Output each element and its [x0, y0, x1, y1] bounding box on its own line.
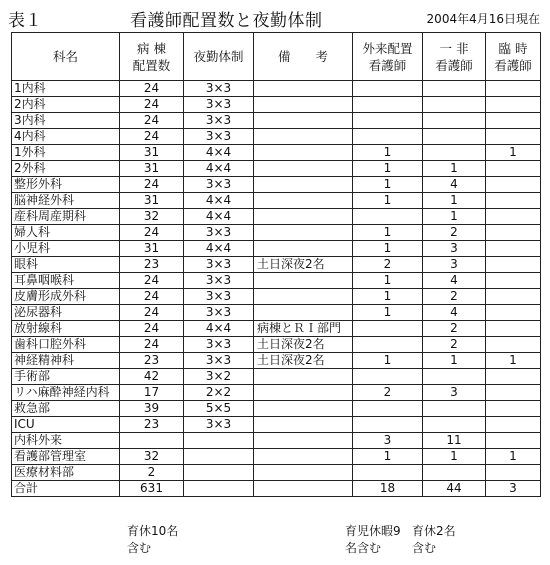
- col-outpatient-cell: 1: [353, 145, 423, 161]
- col-outpatient-cell: [353, 369, 423, 385]
- col-remarks-cell: [254, 241, 353, 257]
- outpatient-note: 育児休暇9 名含む: [345, 524, 401, 555]
- col-outpatient-cell: 1: [353, 225, 423, 241]
- col-outpatient-cell: 2: [353, 257, 423, 273]
- col-ward-staff-cell: 2: [120, 465, 184, 481]
- table-row: [12, 401, 541, 417]
- table-row: [12, 209, 541, 225]
- col-nonregular-cell: 3: [423, 241, 486, 257]
- staffing-table: [11, 32, 541, 497]
- col-nonregular-cell: [423, 97, 486, 113]
- col-remarks-cell: [254, 177, 353, 193]
- col-ward-staff-cell: 31: [120, 145, 184, 161]
- col-temporary-cell: [486, 337, 541, 353]
- col-nonregular-cell: 2: [423, 289, 486, 305]
- col-temporary-cell: 3: [486, 481, 541, 497]
- col-remarks-cell: [254, 161, 353, 177]
- col-night-shift-cell: 4×4: [184, 145, 254, 161]
- col-dept-cell: 歯科口腔外科: [12, 337, 120, 353]
- col-night-shift-cell: 3×2: [184, 369, 254, 385]
- col-ward-staff-cell: 32: [120, 209, 184, 225]
- col-outpatient-cell: 1: [353, 161, 423, 177]
- col-night-shift-cell: 3×3: [184, 417, 254, 433]
- table-body: [12, 81, 541, 497]
- col-nonregular-cell: 4: [423, 177, 486, 193]
- table-row: [12, 433, 541, 449]
- col-remarks-cell: [254, 97, 353, 113]
- col-nonregular-cell: [423, 145, 486, 161]
- col-remarks-cell: 土日深夜2名: [254, 353, 353, 369]
- col-night-shift-cell: 3×3: [184, 177, 254, 193]
- col-temporary-cell: [486, 241, 541, 257]
- col-nonregular-cell: 3: [423, 257, 486, 273]
- table-row: [12, 273, 541, 289]
- col-dept-cell: 内科外来: [12, 433, 120, 449]
- col-night-shift-cell: 3×3: [184, 81, 254, 97]
- col-nonregular-cell: 44: [423, 481, 486, 497]
- col-ward-staff-header: 病 棟 配置数: [120, 33, 184, 81]
- col-temporary-cell: 1: [486, 449, 541, 465]
- col-night-shift-cell: 3×3: [184, 97, 254, 113]
- col-outpatient-cell: 1: [353, 241, 423, 257]
- col-dept-cell: ICU: [12, 417, 120, 433]
- col-temporary-cell: [486, 81, 541, 97]
- col-night-shift-cell: 3×3: [184, 257, 254, 273]
- col-outpatient-cell: [353, 401, 423, 417]
- table-row: [12, 369, 541, 385]
- col-temporary-cell: [486, 209, 541, 225]
- col-outpatient-cell: 2: [353, 385, 423, 401]
- table-row: [12, 449, 541, 465]
- col-remarks-cell: [254, 225, 353, 241]
- col-dept-cell: 2外科: [12, 161, 120, 177]
- staff-note: 育休10名 含む: [127, 524, 179, 555]
- col-remarks-cell: [254, 145, 353, 161]
- col-night-shift-cell: 3×3: [184, 337, 254, 353]
- col-night-shift-cell: 4×4: [184, 193, 254, 209]
- col-dept-cell: 放射線科: [12, 321, 120, 337]
- col-outpatient-cell: [353, 129, 423, 145]
- col-night-shift-cell: [184, 465, 254, 481]
- col-temporary-cell: [486, 289, 541, 305]
- col-temporary-cell: [486, 273, 541, 289]
- col-remarks-cell: [254, 113, 353, 129]
- col-nonregular-cell: 3: [423, 385, 486, 401]
- col-ward-staff-cell: 24: [120, 289, 184, 305]
- table-row: [12, 337, 541, 353]
- col-night-shift-cell: 2×2: [184, 385, 254, 401]
- table-row: [12, 81, 541, 97]
- col-outpatient-cell: 1: [353, 289, 423, 305]
- col-remarks-cell: 病棟とＲＩ部門: [254, 321, 353, 337]
- table-row: [12, 385, 541, 401]
- col-remarks-cell: [254, 193, 353, 209]
- col-ward-staff-cell: 24: [120, 273, 184, 289]
- col-night-shift-cell: 3×3: [184, 305, 254, 321]
- col-outpatient-cell: [353, 321, 423, 337]
- col-dept-cell: 看護部管理室: [12, 449, 120, 465]
- col-temporary-cell: [486, 97, 541, 113]
- col-ward-staff-cell: 24: [120, 129, 184, 145]
- col-outpatient-cell: 1: [353, 353, 423, 369]
- col-remarks-cell: [254, 273, 353, 289]
- table-header-row: [12, 33, 541, 81]
- col-remarks-cell: [254, 481, 353, 497]
- col-ward-staff-cell: 24: [120, 113, 184, 129]
- col-nonregular-cell: [423, 81, 486, 97]
- table-row: [12, 97, 541, 113]
- col-dept-cell: 泌尿器科: [12, 305, 120, 321]
- col-outpatient-cell: 1: [353, 177, 423, 193]
- col-temporary-cell: [486, 385, 541, 401]
- col-night-shift-header: 夜勤体制: [184, 33, 254, 81]
- table-row: [12, 225, 541, 241]
- col-temporary-cell: [486, 321, 541, 337]
- table-row: [12, 289, 541, 305]
- col-nonregular-header: 一 非 看護師: [423, 33, 486, 81]
- table-row: [12, 113, 541, 129]
- col-temporary-cell: [486, 305, 541, 321]
- col-outpatient-cell: [353, 417, 423, 433]
- table-row: [12, 129, 541, 145]
- col-nonregular-cell: 4: [423, 305, 486, 321]
- col-dept-cell: 手術部: [12, 369, 120, 385]
- col-dept-cell: 皮膚形成外科: [12, 289, 120, 305]
- col-night-shift-cell: 3×3: [184, 225, 254, 241]
- col-outpatient-cell: 1: [353, 273, 423, 289]
- col-outpatient-cell: [353, 97, 423, 113]
- col-temporary-cell: 1: [486, 145, 541, 161]
- col-ward-staff-cell: [120, 433, 184, 449]
- col-dept-cell: 神経精神科: [12, 353, 120, 369]
- col-dept-header: 科名: [12, 33, 120, 81]
- col-nonregular-cell: 2: [423, 337, 486, 353]
- col-temporary-cell: [486, 225, 541, 241]
- col-remarks-cell: [254, 289, 353, 305]
- col-night-shift-cell: 4×4: [184, 161, 254, 177]
- col-remarks-cell: [254, 417, 353, 433]
- nonregular-note: 育休2名 含む: [412, 524, 456, 555]
- table-row: [12, 161, 541, 177]
- col-ward-staff-cell: 31: [120, 193, 184, 209]
- col-remarks-cell: [254, 81, 353, 97]
- col-night-shift-cell: 4×4: [184, 321, 254, 337]
- col-night-shift-cell: 3×3: [184, 289, 254, 305]
- col-nonregular-cell: 11: [423, 433, 486, 449]
- col-night-shift-cell: 5×5: [184, 401, 254, 417]
- col-outpatient-header: 外来配置 看護師: [353, 33, 423, 81]
- col-ward-staff-cell: 39: [120, 401, 184, 417]
- table-row: [12, 353, 541, 369]
- col-temporary-cell: [486, 417, 541, 433]
- table-row: [12, 241, 541, 257]
- col-ward-staff-cell: 24: [120, 225, 184, 241]
- col-temporary-cell: [486, 177, 541, 193]
- col-night-shift-cell: [184, 433, 254, 449]
- col-dept-cell: 産科周産期科: [12, 209, 120, 225]
- col-night-shift-cell: 4×4: [184, 209, 254, 225]
- col-outpatient-cell: 1: [353, 305, 423, 321]
- col-outpatient-cell: [353, 113, 423, 129]
- col-dept-cell: 整形外科: [12, 177, 120, 193]
- col-night-shift-cell: 4×4: [184, 241, 254, 257]
- col-dept-cell: リハ麻酔神経内科: [12, 385, 120, 401]
- col-outpatient-cell: 1: [353, 193, 423, 209]
- col-remarks-cell: [254, 209, 353, 225]
- col-temporary-cell: [486, 193, 541, 209]
- col-remarks-cell: [254, 449, 353, 465]
- col-nonregular-cell: 1: [423, 161, 486, 177]
- col-ward-staff-cell: 17: [120, 385, 184, 401]
- col-temporary-cell: [486, 401, 541, 417]
- col-night-shift-cell: 3×3: [184, 113, 254, 129]
- col-temporary-cell: [486, 161, 541, 177]
- col-outpatient-cell: 18: [353, 481, 423, 497]
- col-dept-cell: 小児科: [12, 241, 120, 257]
- table-row: [12, 257, 541, 273]
- col-ward-staff-cell: 31: [120, 161, 184, 177]
- col-outpatient-cell: [353, 337, 423, 353]
- col-nonregular-cell: [423, 369, 486, 385]
- col-ward-staff-cell: 42: [120, 369, 184, 385]
- col-dept-cell: 1内科: [12, 81, 120, 97]
- col-dept-cell: 4内科: [12, 129, 120, 145]
- col-outpatient-cell: [353, 465, 423, 481]
- col-remarks-cell: 土日深夜2名: [254, 257, 353, 273]
- col-night-shift-cell: [184, 481, 254, 497]
- col-nonregular-cell: 2: [423, 225, 486, 241]
- col-dept-cell: 眼科: [12, 257, 120, 273]
- col-ward-staff-cell: 23: [120, 353, 184, 369]
- col-nonregular-cell: 4: [423, 273, 486, 289]
- col-ward-staff-cell: 23: [120, 417, 184, 433]
- col-remarks-cell: 土日深夜2名: [254, 337, 353, 353]
- col-ward-staff-cell: 23: [120, 257, 184, 273]
- col-nonregular-cell: [423, 401, 486, 417]
- col-nonregular-cell: [423, 417, 486, 433]
- total-row: [12, 481, 541, 497]
- table-row: [12, 321, 541, 337]
- col-remarks-cell: [254, 385, 353, 401]
- col-temporary-cell: [486, 369, 541, 385]
- table-row: [12, 465, 541, 481]
- col-ward-staff-cell: 32: [120, 449, 184, 465]
- col-ward-staff-cell: 631: [120, 481, 184, 497]
- col-night-shift-cell: [184, 449, 254, 465]
- col-temporary-cell: [486, 433, 541, 449]
- col-nonregular-cell: 1: [423, 353, 486, 369]
- col-remarks-cell: [254, 465, 353, 481]
- col-temporary-cell: [486, 129, 541, 145]
- col-temporary-cell: [486, 257, 541, 273]
- table-row: [12, 193, 541, 209]
- col-dept-cell: 1外科: [12, 145, 120, 161]
- col-temporary-cell: [486, 465, 541, 481]
- table-row: [12, 417, 541, 433]
- table-row: [12, 305, 541, 321]
- col-dept-cell: 3内科: [12, 113, 120, 129]
- col-dept-cell: 医療材料部: [12, 465, 120, 481]
- col-nonregular-cell: 1: [423, 449, 486, 465]
- table-row: [12, 177, 541, 193]
- as-of-date: 2004年4月16日現在: [426, 12, 540, 26]
- col-nonregular-cell: 2: [423, 321, 486, 337]
- col-night-shift-cell: 3×3: [184, 353, 254, 369]
- col-remarks-cell: [254, 369, 353, 385]
- col-remarks-cell: [254, 129, 353, 145]
- table-row: [12, 145, 541, 161]
- col-dept-cell: 合計: [12, 481, 120, 497]
- col-ward-staff-cell: 24: [120, 321, 184, 337]
- col-ward-staff-cell: 24: [120, 305, 184, 321]
- col-ward-staff-cell: 31: [120, 241, 184, 257]
- col-ward-staff-cell: 24: [120, 81, 184, 97]
- col-nonregular-cell: [423, 113, 486, 129]
- col-remarks-cell: [254, 433, 353, 449]
- page-title: 看護師配置数と夜勤体制: [130, 11, 323, 31]
- col-temporary-cell: [486, 113, 541, 129]
- col-night-shift-cell: 3×3: [184, 129, 254, 145]
- table-label: 表１: [8, 11, 42, 31]
- col-remarks-header: 備 考: [254, 33, 353, 81]
- col-outpatient-cell: 3: [353, 433, 423, 449]
- col-night-shift-cell: 3×3: [184, 273, 254, 289]
- col-temporary-header: 臨 時 看護師: [486, 33, 541, 81]
- col-outpatient-cell: [353, 81, 423, 97]
- col-remarks-cell: [254, 305, 353, 321]
- col-nonregular-cell: [423, 465, 486, 481]
- col-outpatient-cell: 1: [353, 449, 423, 465]
- col-ward-staff-cell: 24: [120, 337, 184, 353]
- col-nonregular-cell: 1: [423, 193, 486, 209]
- col-outpatient-cell: [353, 209, 423, 225]
- col-dept-cell: 脳神経外科: [12, 193, 120, 209]
- col-dept-cell: 耳鼻咽喉科: [12, 273, 120, 289]
- col-nonregular-cell: [423, 129, 486, 145]
- col-ward-staff-cell: 24: [120, 177, 184, 193]
- col-nonregular-cell: 1: [423, 209, 486, 225]
- col-temporary-cell: 1: [486, 353, 541, 369]
- col-remarks-cell: [254, 401, 353, 417]
- col-dept-cell: 婦人科: [12, 225, 120, 241]
- col-dept-cell: 2内科: [12, 97, 120, 113]
- col-ward-staff-cell: 24: [120, 97, 184, 113]
- col-dept-cell: 救急部: [12, 401, 120, 417]
